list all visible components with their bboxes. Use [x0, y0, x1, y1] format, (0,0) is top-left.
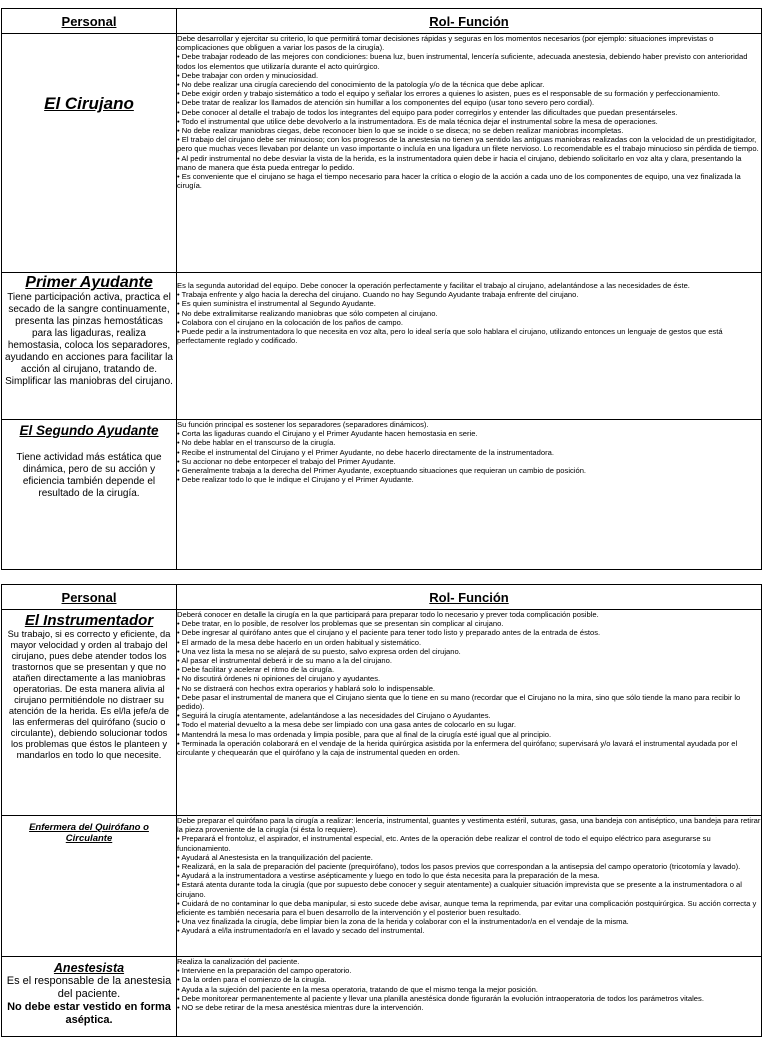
role-line: Debe preparar el quirófano para la cirugía a realizar: lencería, instrumental, guantes y vestimenta estéril, suturas, gasa, una bandeja con antiséptico, una bandeja para retirar la pieza proveniente de la cirugía (si ésta lo requiere).: [177, 816, 761, 835]
roles-table-2: [1, 584, 762, 1037]
role-line: • Cuidará de no contaminar lo que deba manipular, si esto sucede debe avisar, aunque tema la reprimenda, par evitar una complicación postquirúrgica. Su acción correcta y eficiente es también necesaria para el buen desarrollo de la intervención y el posterior buen resultado.: [177, 898, 757, 918]
role-line: • Terminada la operación colaborará en el vendaje de la herida quirúrgica asistida por la enfermera del quirófano; supervisará y/o lavará el instrumental ayudada por el circulante y chequearán que el quirófano y la caja de instrumental queden en orden.: [177, 738, 738, 758]
role-line: • Todo el material devuelto a la mesa debe ser limpiado con una gasa antes de colocarlo en su lugar.: [177, 720, 516, 730]
role-line: • Debe realizar todo lo que le indique el Cirujano y el Primer Ayudante.: [177, 475, 414, 485]
role-line: • Es quien suministra el instrumental al Segundo Ayudante.: [177, 299, 376, 309]
role-line: • Una vez lista la mesa no se alejará de su puesto, salvo expresa orden del cirujano.: [177, 646, 461, 656]
row-segundo-ayudante: [2, 420, 762, 570]
role-line: • Es conveniente que el cirujano se haga el tiempo necesario para hacer la crítica o elogio de la acción a cada uno de los componentes de equipo, una vez finalizada la cirugía.: [177, 172, 741, 191]
personnel-title: El Instrumentador: [24, 612, 154, 629]
personal-cell: [2, 420, 177, 570]
row-circulante: [2, 816, 762, 957]
role-line: • El armado de la mesa debe hacerlo en un orden habitual y sistemático.: [177, 637, 422, 647]
role-line: • Debe pasar el instrumental de manera que el Cirujano sienta que lo tiene en su mano (recordar que el Cirujano no la mira, sino que sólo tiende la mano para recibir lo pedido).: [177, 692, 741, 712]
role-line: • Una vez finalizada la cirugía, debe limpiar bien la zona de la herida y colaborar con el la instrumentador/a en el vendaje de la misma.: [177, 917, 629, 927]
role-line: • Debe tratar de realizar los llamados de atención sin humillar a los componentes del equipo (usar tono severo pero cordial).: [177, 98, 595, 108]
header-personal: Personal: [2, 9, 177, 34]
personnel-note: No debe estar vestido en forma aséptica.: [7, 1001, 171, 1026]
role-line: Deberá conocer en detalle la cirugía en la que participará para preparar todo lo necesario y prever toda complicación posible.: [177, 610, 599, 619]
role-cell: [177, 957, 762, 1037]
role-line: • Colabora con el cirujano en la colocación de los paños de campo.: [177, 317, 403, 327]
role-cell: [177, 420, 762, 570]
role-line: • Puede pedir a la instrumentadora lo que necesita en voz alta, pero lo ideal sería que solo hablara el cirujano, utilizando entonces un lenguaje de gestos que está perfectamente reglado y codificado.: [177, 327, 723, 346]
personal-cell: [2, 273, 177, 420]
personnel-title: Enfermera del Quirófano o Circulante: [29, 822, 149, 844]
role-line: • Generalmente trabaja a la derecha del Primer Ayudante, exceptuando situaciones que requieran un cambio de posición.: [177, 466, 587, 476]
role-line: • El trabajo del cirujano debe ser minucioso; con los progresos de la anestesia no tienen ya sentido las antiguas maniobras realizadas con la velocidad de un prestidigitador, pero que muchas veces llevaban por delante un vaso importante o incluía en una ligadura un filete nervioso. Lo recomendable es el trabajo minucioso sin pérdida de tiempo.: [177, 135, 759, 154]
role-line: • No debe realizar maniobras ciegas, debe reconocer bien lo que se incide o se diseca; no se deben realizar maniobras incompletas.: [177, 126, 624, 136]
role-line: • Ayudará a el/la instrumentador/a en el lavado y secado del instrumental.: [177, 926, 425, 936]
role-line: • Mantendrá la mesa lo mas ordenada y limpia posible, para que al final de la cirugía esté igual que al principio.: [177, 729, 552, 739]
role-line: Su función principal es sostener los separadores (separadores dinámicos).: [177, 420, 429, 429]
roles-table-1: [1, 8, 762, 570]
role-line: • Debe conocer al detalle el trabajo de todos los integrantes del equipo para poder corregirlos y entender las dificultades que puedan presentárseles.: [177, 107, 678, 117]
personal-cell: [2, 610, 177, 816]
role-line: • Recibe el instrumental del Cirujano y el Primer Ayudante, no debe hacerlo directamente de la instrumentadora.: [177, 447, 554, 457]
role-line: • Su accionar no debe entorpecer el trabajo del Primer Ayudante.: [177, 456, 396, 466]
row-instrumentador: [2, 610, 762, 816]
role-line: • Realizará, en la sala de preparación del paciente (prequirófano), todos los pasos previos que correspondan a la antisepsia del campo operatorio (tricotomía y lavado).: [177, 862, 741, 872]
role-line: • Debe facilitar y acelerar el ritmo de la cirugía.: [177, 665, 335, 675]
role-line: Debe desarrollar y ejercitar su criterio, lo que permitirá tomar decisiones rápidas y seguras en los momentos necesarios (por ejemplo: situaciones imprevistas o complicaciones que obliguen a variar los pasos de la cirugía).: [177, 34, 714, 53]
role-line: • Todo el instrumental que utilice debe devolverlo a la instrumentadora. Es de mala técnica dejar el instrumental sobre la mesa de operaciones.: [177, 116, 658, 126]
personnel-title: El Cirujano: [44, 94, 134, 113]
role-line: • No debe hablar en el transcurso de la cirugía.: [177, 438, 336, 448]
personnel-description: Tiene participación activa, practica el secado de la sangre continuamente, presenta las pinzas hemostáticas para las ligaduras, realiza hemostasia, coloca los separadores, ayudando en acciones para facilitar la acción al cirujano, tratando de. Simplificar las maniobras del cirujano.: [5, 292, 173, 387]
header-personal: Personal: [2, 585, 177, 610]
personnel-description: Su trabajo, si es correcto y eficiente, da mayor velocidad y orden al trabajo del cirujano, pues debe atender todos los trastornos que se presentan y que no atañen directamente a las maniobras operatorias. De esta manera alivia al cirujano permitiéndole no distraer su atención de la herida. Es el/la jefe/a de las enfermeras del quirófano (sucio o circulante), debiendo solucionar todos los problemas que éstos le planteen y mandarlos en todo lo que necesite.: [7, 629, 171, 760]
role-line: • Debe exigir orden y trabajo sistemático a todo el equipo y señalar los errores a quienes lo asisten, pues es el responsable de su formación y perfeccionamiento.: [177, 89, 720, 99]
table-header-row: [2, 585, 762, 610]
header-rol-funcion: Rol- Función: [177, 585, 762, 610]
personal-cell: [2, 34, 177, 273]
role-line: • Interviene en la preparación del campo operatorio.: [177, 966, 352, 976]
role-line: • No discutirá órdenes ni opiniones del cirujano y ayudantes.: [177, 674, 381, 684]
role-line: • Debe trabajar con orden y minuciosidad.: [177, 70, 319, 80]
role-line: • Al pedir instrumental no debe desviar la vista de la herida, es la instrumentadora quien debe ir hacia el cirujano, debiendo solicitarlo en voz alta y clara, presentando la mano de manera que ésta pueda entregar lo pedido.: [177, 153, 742, 172]
table-header-row: [2, 9, 762, 34]
row-anestesista: [2, 957, 762, 1037]
role-line: • Al pasar el instrumental deberá ir de su mano a la del cirujano.: [177, 656, 392, 666]
role-line: • Corta las ligaduras cuando el Cirujano y el Primer Ayudante hacen hemostasia en serie.: [177, 429, 478, 439]
role-cell: [177, 273, 762, 420]
personnel-title: Primer Ayudante: [25, 274, 153, 291]
role-line: • No se distraerá con hechos extra operarios y hablará solo lo indispensable.: [177, 683, 436, 693]
role-line: • Seguirá la cirugía atentamente, adelantándose a las necesidades del Cirujano o Ayudantes.: [177, 711, 491, 721]
role-line: • Da la orden para el comienzo de la cirugía.: [177, 975, 327, 985]
role-line: • Debe trabajar rodeado de las mejores con condiciones: buena luz, buen instrumental, lencería suficiente, adecuada anestesia, debiendo haber previsto con anterioridad todos los elementos que utilizaría durante el acto quirúrgico.: [177, 52, 748, 71]
row-cirujano: [2, 34, 762, 273]
header-rol-funcion: Rol- Función: [177, 9, 762, 34]
role-line: • Debe tratar, en lo posible, de resolver los problemas que se presentan sin complicar al cirujano.: [177, 619, 504, 629]
role-line: • No debe extralimitarse realizando maniobras que sólo competen al cirujano.: [177, 308, 438, 318]
role-line: • Debe ingresar al quirófano antes que el cirujano y el paciente para tener todo listo y preparado antes de la entrada de éstos.: [177, 628, 601, 638]
role-line: • Trabaja enfrente y algo hacia la derecha del cirujano. Cuando no hay Segundo Ayudante trabaja enfrente del cirujano.: [177, 290, 579, 300]
role-line: • No debe realizar una cirugía careciendo del conocimiento de la patología y/o de la técnica que debe aplicar.: [177, 80, 545, 90]
row-primer-ayudante: [2, 273, 762, 420]
role-line: Es la segunda autoridad del equipo. Debe conocer la operación perfectamente y facilitar el trabajo al cirujano, adelantándose a las necesidades de éste.: [177, 281, 690, 290]
personnel-description: Tiene actividad más estática que dinámica, pero de su acción y eficiencia también depende el resultado de la cirugía.: [16, 452, 162, 499]
personnel-title: El Segundo Ayudante: [19, 423, 159, 438]
personal-cell: [2, 816, 177, 957]
role-cell: [177, 816, 762, 957]
role-line: • Ayudará al Anestesista en la tranquilización del paciente.: [177, 852, 373, 862]
role-line: • NO se debe retirar de la mesa anestésica mientras dure la intervención.: [177, 1003, 424, 1013]
role-line: • Preparará el frontoluz, el aspirador, el instrumental especial, etc. Antes de la operación debe realizar el control de todo el equipo eléctrico para asegurarse su funcionamiento.: [177, 834, 711, 853]
role-line: • Estará atenta durante toda la cirugía (que por supuesto debe conocer y seguir atentamente) a cualquier situación imprevista que se presente a la instrumentadora o al cirujano.: [177, 880, 742, 899]
role-line: Realiza la canalización del paciente.: [177, 957, 300, 966]
role-line: • Ayudará a la instrumentadora a vestirse asépticamente y luego en todo lo que ésta necesita para la preparación de la mesa.: [177, 871, 600, 881]
personnel-description: Es el responsable de la anestesia del paciente.: [6, 975, 172, 1000]
role-cell: [177, 610, 762, 816]
role-line: • Ayuda a la sujeción del paciente en la mesa operatoria, tratando de que el mismo tenga la mejor posición.: [177, 984, 538, 994]
personnel-title: Anestesista: [53, 961, 125, 975]
role-cell: [177, 34, 762, 273]
personal-cell: [2, 957, 177, 1037]
role-line: • Debe monitorear permanentemente al paciente y llevar una planilla anestésica donde figurarán la evolución intraoperatoria de todos los parámetros vitales.: [177, 993, 704, 1003]
